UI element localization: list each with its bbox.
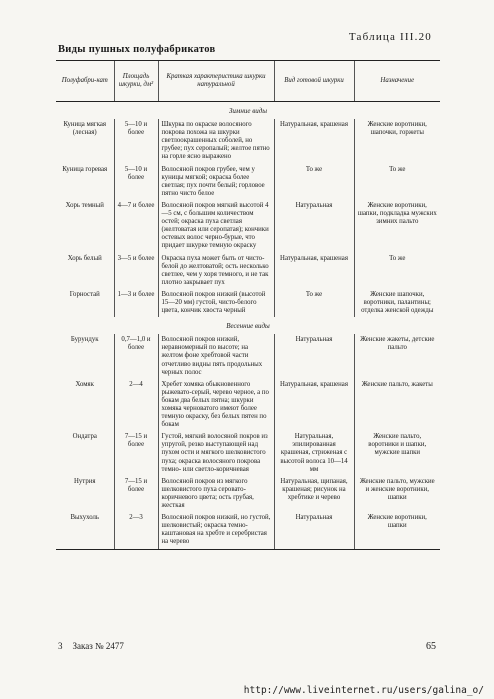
cell-hide: Натуральная, эпилированная крашеная, стриженая с высотой волоса 10—14 мм	[274, 431, 354, 475]
table-row	[56, 119, 440, 163]
cell-use: Женские шапочки, воротники, палантины; отделка женской одежды	[354, 289, 440, 317]
table-row	[56, 512, 440, 549]
cell-use: Женские пальто, мужские и женские воротники, шапки	[354, 476, 440, 512]
cell-use: То же	[354, 164, 440, 200]
cell-name: Хорь темный	[65, 201, 104, 209]
cell-desc: Волосяной покров низкий, неравномерный по высоте; на желтом фоне хребтовой части отчетливо видны пять продольных черных полос	[158, 334, 274, 378]
table-row	[56, 476, 440, 512]
table-label: Таблица III.20	[348, 31, 432, 43]
cell-area: 1—3 и более	[114, 289, 158, 317]
col-header-name: Полуфабри-кат	[56, 61, 114, 102]
cell-name: Хорь белый	[67, 254, 102, 262]
cell-area: 2—4	[114, 379, 158, 432]
cell-hide: Натуральная, крашеная	[274, 379, 354, 432]
cell-use: Женские пальто, жакеты	[354, 379, 440, 432]
cell-desc: Волосяной покров из мягкого шелковистого пуха серовато-коричневого цвета; ость грубая, жесткая	[158, 476, 274, 512]
cell-hide: Натуральная, щипаная, крашеная; рисунок на хребтике и черево	[274, 476, 354, 512]
cell-desc: Волосяной покров низкий, но густой, шелковистый; окраска темно-каштановая на хребте и серебристая на черево	[158, 512, 274, 549]
cell-area: 2—3	[114, 512, 158, 549]
source-url-watermark: http://www.liveinternet.ru/users/galina_o/	[243, 685, 484, 696]
table-row	[56, 289, 440, 317]
cell-desc: Шкурка по окраске волосяного покрова похожа на шкурки светлоокрашенных соболей, но грубее; пух серопалый; желтое пятно на горле ясно выражено	[158, 119, 274, 163]
cell-hide: Натуральная	[274, 334, 354, 378]
table-row	[56, 379, 440, 432]
cell-use: Женские жакеты, детские пальто	[354, 334, 440, 378]
cell-name: Бурундук	[70, 336, 99, 344]
cell-name: Ондатра	[72, 433, 97, 441]
cell-desc: Хребет хомяка обыкновенного рыжевато-серый, черево черное, а по бокам два белых пятна; шкурки хомяка черноватого имеют более темную окраску, без белых пятен по бокам	[158, 379, 274, 432]
cell-hide: То же	[274, 164, 354, 200]
cell-desc: Волосяной покров мягкий высотой 4—5 см, с большим количеством остей; окраска пуха светлая (желтоватая или серопатая); кончики остевых волос черно-бурые, что придает шкурке темную окраску	[158, 200, 274, 253]
cell-use: Женские пальто, воротники и шапки, мужские шапки	[354, 431, 440, 475]
cell-use: Женские воротники, шапки	[354, 512, 440, 549]
section-title: Зимние виды	[228, 107, 268, 115]
cell-use: Женские воротники, шапки, подкладка мужских зимних пальто	[354, 200, 440, 253]
cell-area: 3—5 и более	[114, 253, 158, 289]
cell-name: Куница мягкая (лесная)	[63, 121, 107, 137]
section-row-spring	[56, 317, 440, 334]
order-number: Заказ № 2477	[72, 641, 124, 651]
cell-name: Горностай	[69, 290, 100, 298]
table-row	[56, 200, 440, 253]
cell-area: 7—15 и более	[114, 476, 158, 512]
header-row	[56, 61, 440, 102]
table-row	[56, 334, 440, 378]
page-number: 65	[426, 641, 436, 652]
col-header-use: Назначение	[354, 61, 440, 102]
cell-name: Куница горевая	[62, 165, 108, 173]
cell-name: Выхухоль	[56, 512, 114, 549]
cell-hide: Натуральная	[274, 512, 354, 549]
cell-area: 5—10 и более	[114, 164, 158, 200]
table-row	[56, 431, 440, 475]
cell-area: 7—15 и более	[114, 431, 158, 475]
cell-desc: Окраска пуха может быть от чисто-белой до желтоватой; ость несколько светлее, чем у хоря темного, и не так плотно закрывает пух	[158, 253, 274, 289]
cell-hide: То же	[274, 289, 354, 317]
table-row	[56, 253, 440, 289]
cell-area: 5—10 и более	[114, 119, 158, 163]
cell-name: Хомяк	[75, 380, 94, 388]
cell-name: Нутрия	[73, 477, 96, 485]
cell-hide: Натуральная, крашеная	[274, 119, 354, 163]
cell-use: Женские воротники, шапочки, горжеты	[354, 119, 440, 163]
section-title: Весенние виды	[226, 322, 270, 331]
section-row-winter	[56, 102, 440, 120]
cell-use: То же	[354, 253, 440, 289]
furs-table	[56, 60, 440, 550]
cell-hide: Натуральная	[274, 200, 354, 253]
signature-number: 3	[58, 641, 63, 651]
cell-hide: Натуральная, крашеная	[274, 253, 354, 289]
col-header-hide: Вид готовой шкурки	[274, 61, 354, 102]
cell-area: 4—7 и более	[114, 200, 158, 253]
col-header-desc: Краткая характеристика шкурки натуральной	[158, 61, 274, 102]
cell-desc: Волосяной покров грубее, чем у куницы мягкой; окраска более светлая; пух почти белый; горловое пятно чисто белое	[158, 164, 274, 200]
cell-area: 0,7—1,0 и более	[114, 334, 158, 378]
cell-desc: Волосяной покров низкий (высотой 15—20 мм) густой, чисто-белого цвета, кончик хвоста черный	[158, 289, 274, 317]
col-header-area: Площадь шкурки, дм²	[114, 61, 158, 102]
cell-desc: Густой, мягкий волосяной покров из упругой, резко выступающей над пухом ости и мягкого шелковистого пуха; окраска волосяного покрова темно- или светло-коричневая	[158, 431, 274, 475]
table-row	[56, 164, 440, 200]
print-signature	[58, 641, 134, 651]
document-heading: Виды пушных полуфабрикатов	[58, 44, 216, 55]
